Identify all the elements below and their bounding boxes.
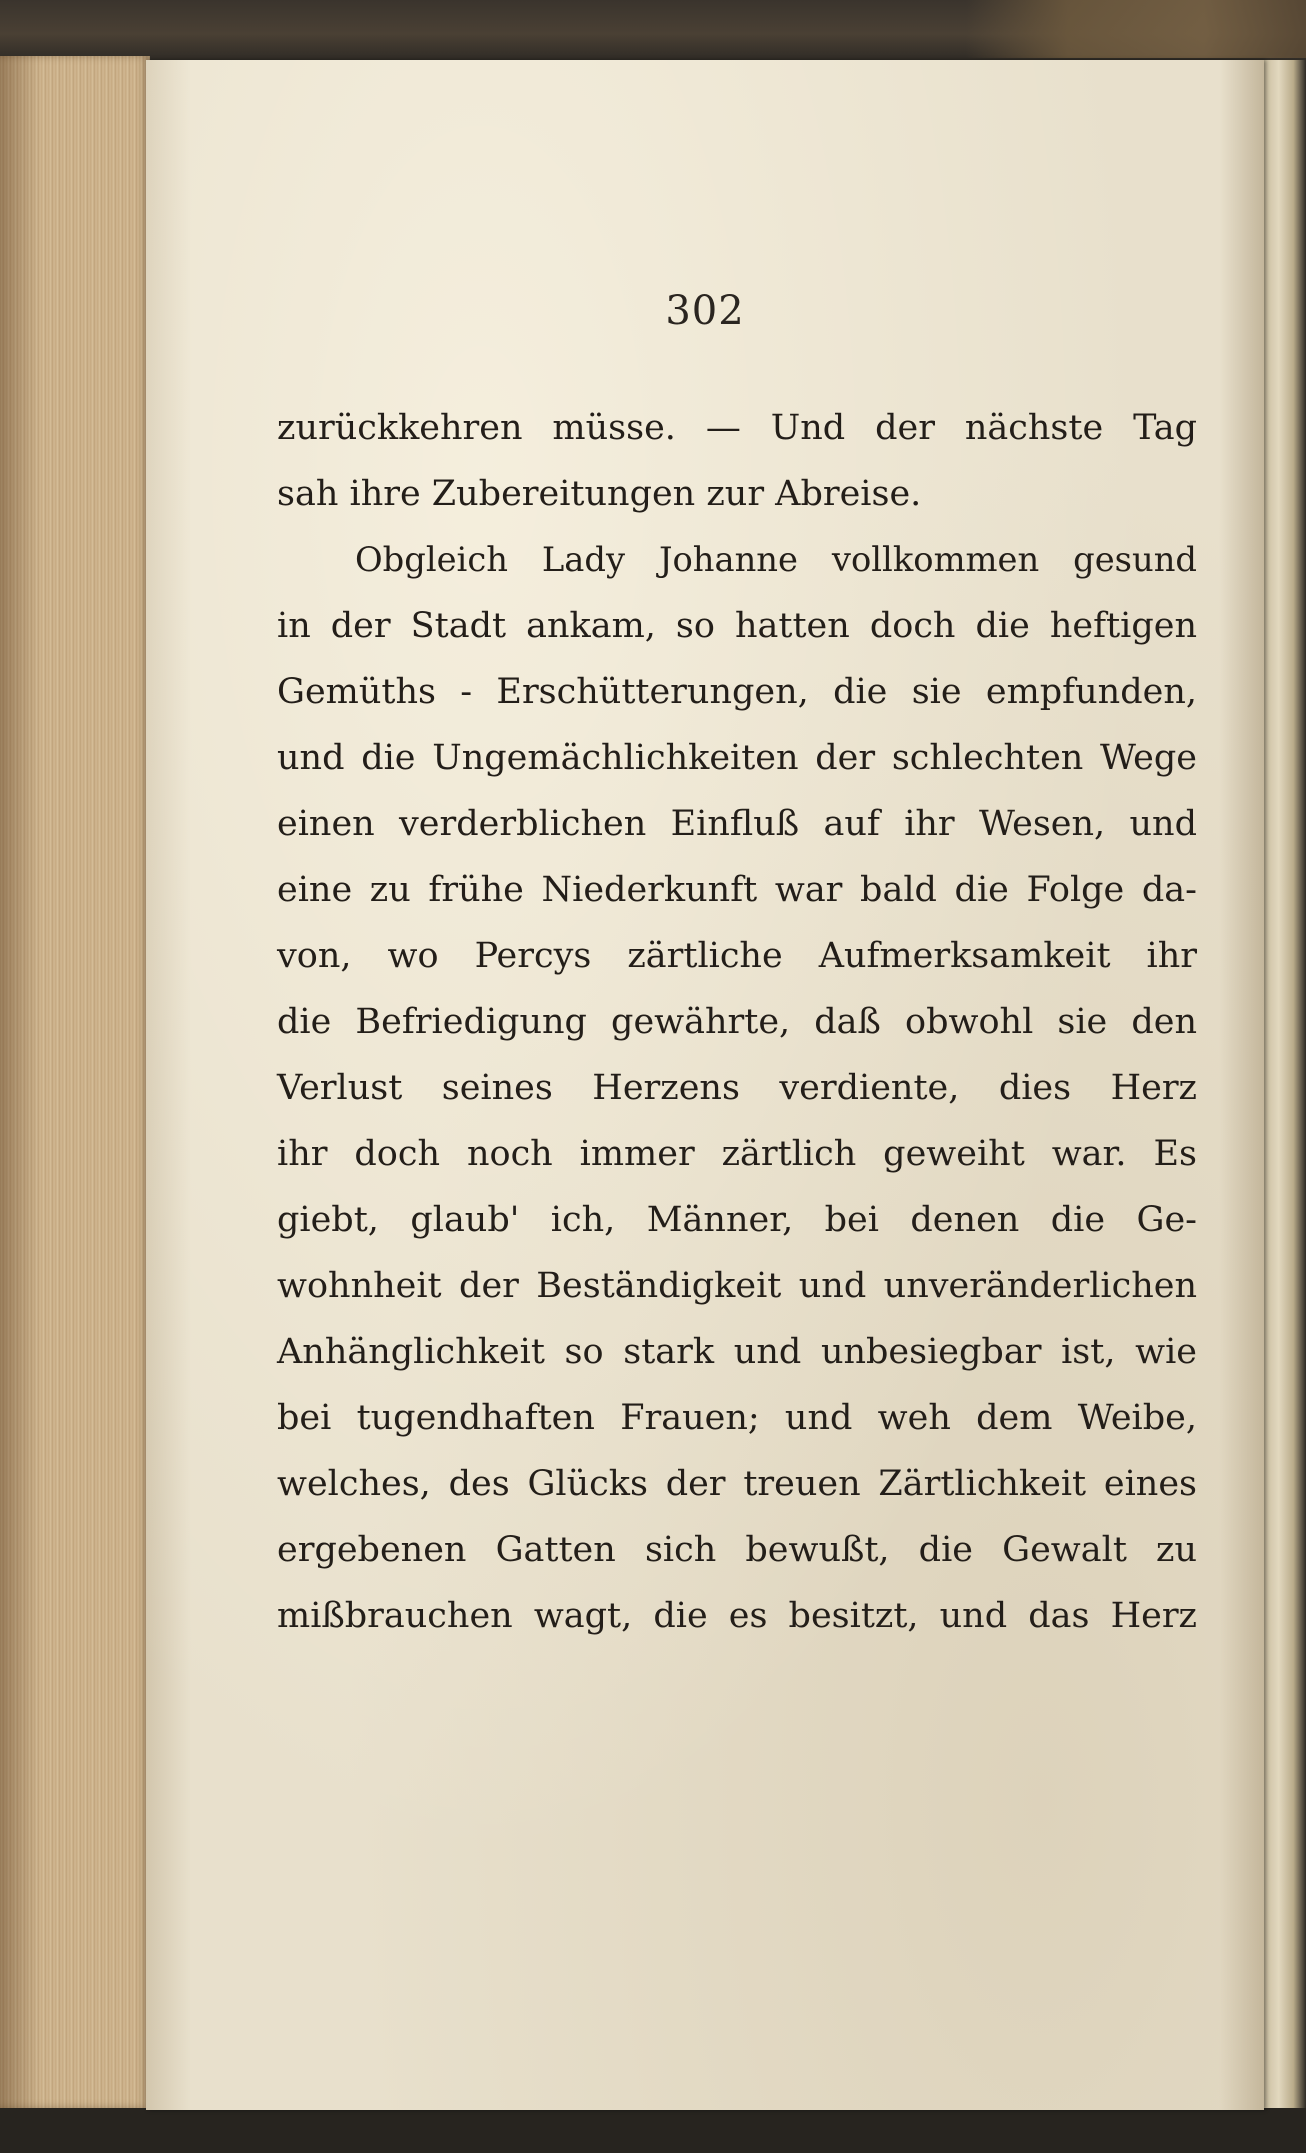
page-stack-shadow — [0, 56, 40, 2108]
text-line: von, wo Percys zärtliche Aufmerksamkeit ihr — [277, 936, 1197, 976]
text-line: Anhänglichkeit so stark und unbesiegbar ist, wie — [277, 1332, 1197, 1372]
text-line: ergebenen Gatten sich bewußt, die Gewalt zu — [277, 1530, 1197, 1570]
text-line: mißbrauchen wagt, die es besitzt, und das Herz — [277, 1596, 1197, 1636]
text-line: Obgleich Lady Johanne vollkommen gesund — [355, 540, 1197, 579]
text-line: und die Ungemächlichkeiten der schlechten Wege — [277, 738, 1197, 778]
text-line: wohnheit der Beständigkeit und unveränderlichen — [277, 1266, 1197, 1306]
text-line: bei tugendhaften Frauen; und weh dem Weibe, — [277, 1398, 1197, 1438]
text-line: Verlust seines Herzens verdiente, dies Herz — [277, 1068, 1197, 1108]
leather-cover-edge — [966, 0, 1306, 58]
text-line: in der Stadt ankam, so hatten doch die heftigen — [277, 606, 1197, 646]
book-bottom-edge — [0, 2108, 1306, 2153]
text-line: sah ihre Zubereitungen zur Abreise. — [277, 474, 922, 514]
text-line: zurückkehren müsse. — Und der nächste Tag — [277, 408, 1197, 448]
page-number: 302 — [665, 288, 745, 334]
page-right-edge — [1264, 60, 1306, 2110]
text-line: eine zu frühe Niederkunft war bald die Folge da- — [277, 870, 1197, 910]
text-line: giebt, glaub' ich, Männer, bei denen die Ge- — [277, 1200, 1197, 1240]
body-text — [277, 395, 1197, 1649]
text-line: welches, des Glücks der treuen Zärtlichkeit eines — [277, 1464, 1197, 1504]
text-line: die Befriedigung gewährte, daß obwohl sie den — [277, 1002, 1197, 1042]
text-line: Gemüths - Erschütterungen, die sie empfunden, — [277, 672, 1197, 712]
text-line: einen verderblichen Einfluß auf ihr Wesen, und — [277, 804, 1197, 844]
text-line: ihr doch noch immer zärtlich geweiht war. Es — [277, 1134, 1197, 1174]
